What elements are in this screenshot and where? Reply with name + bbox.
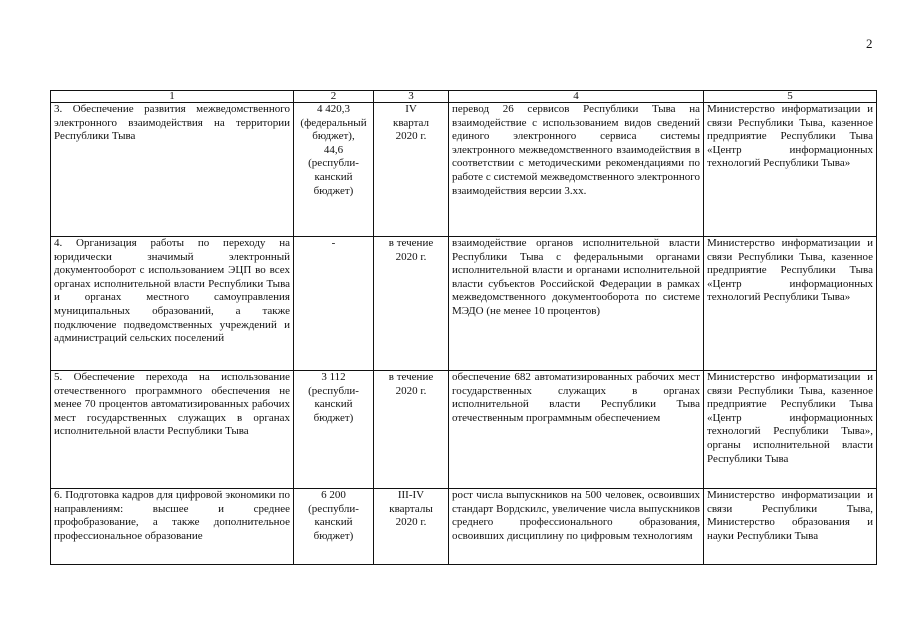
- responsible-cell: Министерство информатизации и связи Республики Тыва, казенное предприятие Республики Тыва «Центр информационных технологий Республики Тыва», органы исполнительной власти Республики Тыва: [704, 371, 877, 489]
- measures-table: [50, 90, 877, 565]
- deadline-cell: IV квартал 2020 г.: [374, 103, 449, 237]
- header-col-2: 2: [294, 91, 374, 103]
- funding-cell: 4 420,3 (федеральный бюджет), 44,6 (республи- канский бюджет): [294, 103, 374, 237]
- result-cell: взаимодействие органов исполнительной власти Республики Тыва с федеральными органами исполнительной власти и органами исполнительной власти субъектов Российской Федерации в рамках межведомственного документооборота по системе МЭДО (не менее 10 процентов): [449, 237, 704, 371]
- measure-cell: 4. Организация работы по переходу на юридически значимый электронный документооборот с использованием ЭЦП во всех органах исполнительной власти Республики Тыва и органах местного самоуправления муниципальных образований, а также подключение подведомственных учреждений и администраций сельских поселений: [51, 237, 294, 371]
- header-col-5: 5: [704, 91, 877, 103]
- measure-cell: 5. Обеспечение перехода на использование отечественного программного обеспечения не менее 70 процентов автоматизированных рабочих мест государственных служащих в органах исполнительной власти Республики Тыва: [51, 371, 294, 489]
- responsible-cell: Министерство информатизации и связи Республики Тыва, казенное предприятие Республики Тыва «Центр информационных технологий Республики Тыва»: [704, 237, 877, 371]
- header-col-3: 3: [374, 91, 449, 103]
- funding-cell: 3 112 (республи- канский бюджет): [294, 371, 374, 489]
- funding-cell: 6 200 (республи- канский бюджет): [294, 489, 374, 565]
- header-col-1: 1: [51, 91, 294, 103]
- measure-cell: 3. Обеспечение развития межведомственного электронного взаимодействия на территории Республики Тыва: [51, 103, 294, 237]
- table-row: [51, 489, 877, 565]
- table-row: [51, 237, 877, 371]
- page-number: 2: [866, 36, 873, 51]
- table-row: [51, 371, 877, 489]
- result-cell: рост числа выпускников на 500 человек, освоивших стандарт Вордскилс, увеличение числа выпускников среднего профессионального образования, освоивших дисциплину по цифровым технологиям: [449, 489, 704, 565]
- deadline-cell: в течение 2020 г.: [374, 371, 449, 489]
- deadline-cell: III-IV кварталы 2020 г.: [374, 489, 449, 565]
- funding-cell: -: [294, 237, 374, 371]
- deadline-cell: в течение 2020 г.: [374, 237, 449, 371]
- responsible-cell: Министерство информатизации и связи Республики Тыва, Министерство образования и науки Республики Тыва: [704, 489, 877, 565]
- header-row: [51, 91, 877, 103]
- result-cell: перевод 26 сервисов Республики Тыва на взаимодействие с использованием видов сведений единого электронного сервиса системы электронного межведомственного взаимодействия в соответствии с методическими рекомендациями по работе с системой межведомственного электронного взаимодействия версии 3.хх.: [449, 103, 704, 237]
- result-cell: обеспечение 682 автоматизированных рабочих мест государственных служащих в органах исполнительной власти Республики Тыва отечественным программным обеспечением: [449, 371, 704, 489]
- header-col-4: 4: [449, 91, 704, 103]
- responsible-cell: Министерство информатизации и связи Республики Тыва, казенное предприятие Республики Тыва «Центр информационных технологий Республики Тыва»: [704, 103, 877, 237]
- measure-cell: 6. Подготовка кадров для цифровой экономики по направлениям: высшее и среднее профобразование, а также дополнительное профессиональное образование: [51, 489, 294, 565]
- table-row: [51, 103, 877, 237]
